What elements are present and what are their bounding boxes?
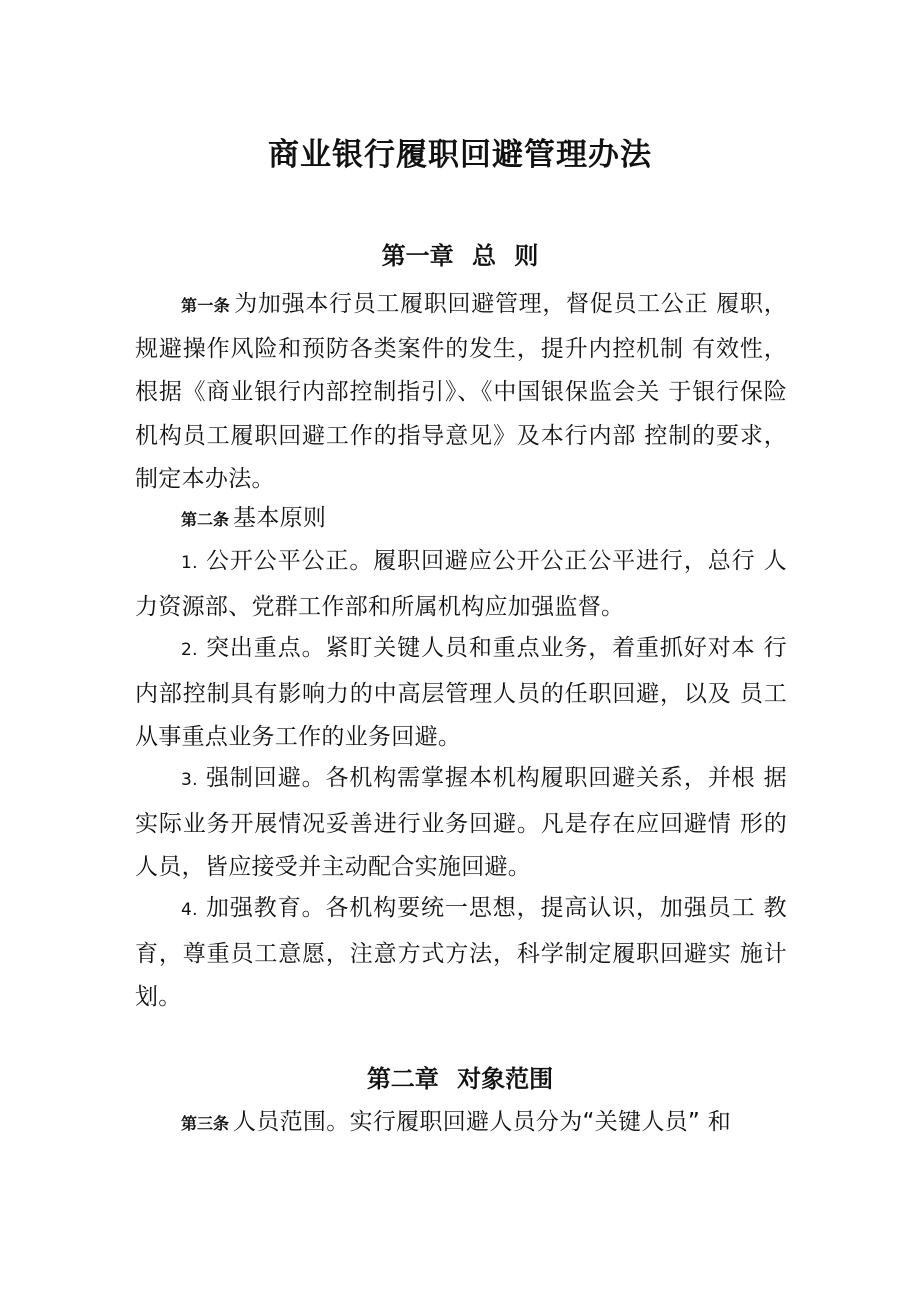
document-title: 商业银行履职回避管理办法 [268,137,652,173]
article-2-label: 第二条 [181,510,230,529]
article-2-text: 基本原则 [233,505,327,531]
article-1 [135,283,787,502]
principle-4 [135,887,787,1020]
article-3-label: 第三条 [181,1114,230,1133]
chapter-1-heading: 第一章 总 则 [381,242,539,270]
principle-3 [135,757,787,890]
principle-1-number: 1. [181,553,198,573]
principle-1 [135,540,787,629]
principle-2-text: 突出重点。紧盯关键人员和重点业务，着重抓好对本 行内部控制具有影响力的中高层管理人员的任职回避，以及 员工从事重点业务工作的业务回避。 [135,635,787,750]
principle-1-text: 公开公平公正。履职回避应公开公正公平进行，总行 人力资源部、党群工作部和所属机构应加强监督。 [135,548,787,620]
principle-4-number: 4. [181,900,198,920]
principle-4-text: 加强教育。各机构要统一思想，提高认识，加强员工 教育，尊重员工意愿，注意方式方法，科学制定履职回避实 施计划。 [135,895,787,1010]
article-2 [135,497,787,542]
principle-2 [135,627,787,760]
article-3 [135,1101,787,1146]
article-1-label: 第一条 [181,296,231,315]
principle-3-text: 强制回避。各机构需掌握本机构履职回避关系，并根 据实际业务开展情况妥善进行业务回避。凡是存在应回避情 形的人员，皆应接受并主动配合实施回避。 [135,765,787,880]
chapter-2-heading: 第二章 对象范围 [366,1065,554,1093]
principle-2-number: 2. [181,640,198,660]
principle-3-number: 3. [181,770,198,790]
article-3-text: 人员范围。实行履职回避人员分为“关键人员” 和 [233,1109,732,1135]
article-1-text: 为加强本行员工履职回避管理，督促员工公正 履职，规避操作风险和预防各类案件的发生，提升内控机制 有效性，根据《商业银行内部控制指引》、《中国银保监会关 于银行保险机构员工履职回避工作的指导意见》及本行内部 控制的要求，制定本办法。 [135,291,787,492]
